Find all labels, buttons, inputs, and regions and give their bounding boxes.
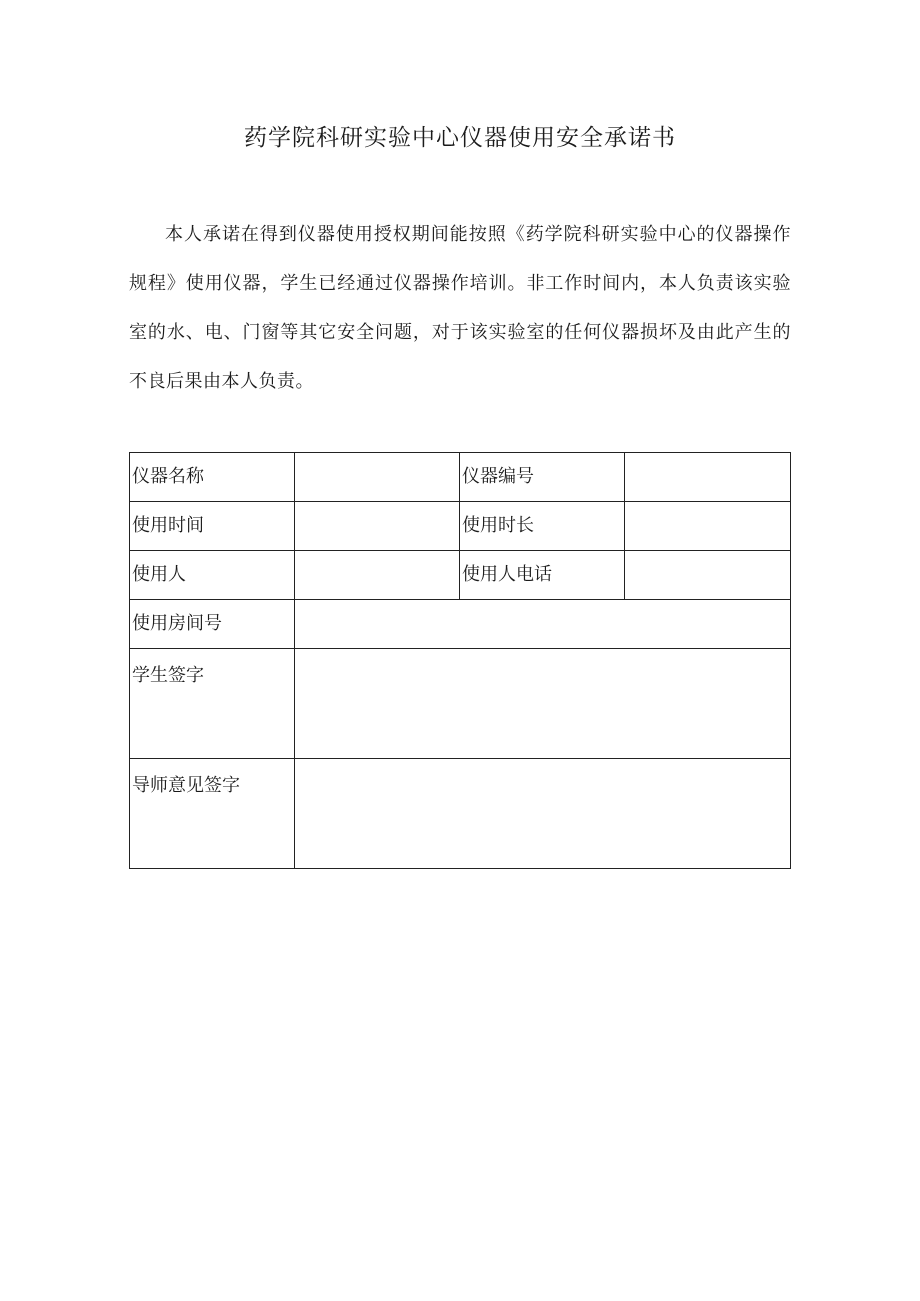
table-row bbox=[130, 759, 791, 869]
table-row bbox=[130, 649, 791, 759]
instrument-name-label: 仪器名称 bbox=[130, 453, 295, 502]
commitment-paragraph: 本人承诺在得到仪器使用授权期间能按照《药学院科研实验中心的仪器操作规程》使用仪器，学生已经通过仪器操作培训。非工作时间内，本人负责该实验室的水、电、门窗等其它安全问题，对于该实验室的任何仪器损坏及由此产生的不良后果由本人负责。 bbox=[129, 224, 791, 392]
user-label: 使用人 bbox=[130, 551, 295, 600]
room-number-field[interactable] bbox=[295, 600, 791, 649]
advisor-opinion-label: 导师意见签字 bbox=[130, 759, 295, 869]
user-field[interactable] bbox=[295, 551, 460, 600]
document-title: 药学院科研实验中心仪器使用安全承诺书 bbox=[244, 125, 676, 151]
table-row bbox=[130, 453, 791, 502]
table-row bbox=[130, 551, 791, 600]
student-signature-field[interactable] bbox=[295, 649, 791, 759]
instrument-number-field[interactable] bbox=[625, 453, 791, 502]
user-phone-label: 使用人电话 bbox=[460, 551, 625, 600]
user-phone-field[interactable] bbox=[625, 551, 791, 600]
student-signature-label: 学生签字 bbox=[130, 649, 295, 759]
room-number-label: 使用房间号 bbox=[130, 600, 295, 649]
instrument-number-label: 仪器编号 bbox=[460, 453, 625, 502]
advisor-opinion-field[interactable] bbox=[295, 759, 791, 869]
usage-form-table bbox=[129, 452, 791, 869]
table-row bbox=[130, 600, 791, 649]
table-row bbox=[130, 502, 791, 551]
usage-duration-label: 使用时长 bbox=[460, 502, 625, 551]
usage-duration-field[interactable] bbox=[625, 502, 791, 551]
instrument-name-field[interactable] bbox=[295, 453, 460, 502]
usage-time-field[interactable] bbox=[295, 502, 460, 551]
usage-time-label: 使用时间 bbox=[130, 502, 295, 551]
